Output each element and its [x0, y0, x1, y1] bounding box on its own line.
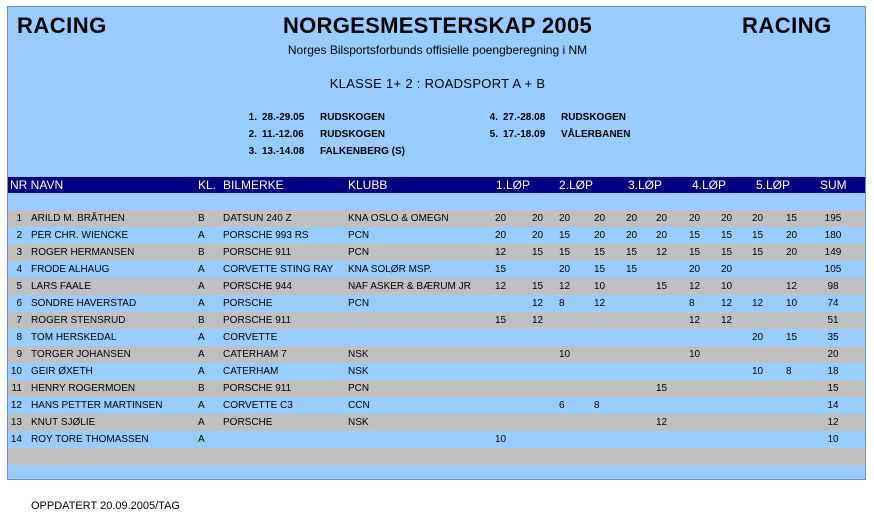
standings-sheet	[7, 6, 866, 480]
table-row	[8, 397, 865, 414]
cell-navn: TOM HERSKEDAL	[31, 332, 117, 343]
table-row	[8, 431, 865, 448]
cell-points: 15	[626, 247, 638, 258]
race-entry: 1. 28.-29.05 RUDSKOGEN	[248, 112, 386, 123]
cell-nr: 9	[16, 349, 22, 360]
cell-kl: A	[198, 264, 205, 275]
cell-points: 15	[689, 247, 701, 258]
cell-kl: A	[198, 298, 205, 309]
cell-points: 20	[626, 213, 638, 224]
cell-points: 12	[656, 417, 668, 428]
cell-points: 12	[495, 281, 507, 292]
cell-points: 15	[786, 213, 798, 224]
race-entry: 2. 11.-12.06 RUDSKOGEN	[248, 129, 386, 140]
cell-points: 20	[594, 213, 606, 224]
cell-sum: 15	[827, 383, 839, 394]
cell-points: 12	[559, 281, 571, 292]
race-entry: 5. 17.-18.09 VÅLERBANEN	[489, 129, 631, 140]
cell-bilmerke: PORSCHE 993 RS	[223, 230, 309, 241]
cell-points: 20	[721, 264, 733, 275]
cell-klubb: PCN	[348, 383, 370, 394]
cell-points: 20	[689, 264, 701, 275]
cell-kl: A	[198, 281, 205, 292]
cell-points: 20	[656, 230, 668, 241]
cell-kl: A	[198, 349, 205, 360]
cell-bilmerke: CATERHAM	[223, 366, 279, 377]
cell-points: 10	[752, 366, 764, 377]
cell-kl: A	[198, 230, 205, 241]
cell-kl: A	[198, 417, 205, 428]
table-spacer-row	[8, 193, 865, 210]
cell-points: 12	[721, 298, 733, 309]
cell-points: 20	[656, 213, 668, 224]
table-row	[8, 414, 865, 431]
cell-points: 15	[656, 281, 668, 292]
cell-nr: 10	[10, 366, 22, 377]
cell-points: 20	[559, 264, 571, 275]
cell-bilmerke: DATSUN 240 Z	[223, 213, 292, 224]
table-row	[8, 363, 865, 380]
cell-bilmerke: PORSCHE	[223, 298, 273, 309]
race-entry: 3. 13.-14.08 FALKENBERG (S)	[248, 146, 405, 157]
cell-kl: A	[198, 400, 205, 411]
cell-points: 20	[559, 213, 571, 224]
cell-sum: 18	[827, 366, 839, 377]
cell-points: 20	[532, 213, 544, 224]
col-klubb: KLUBB	[348, 178, 388, 192]
cell-points: 15	[689, 230, 701, 241]
cell-points: 10	[786, 298, 798, 309]
cell-navn: TORGER JOHANSEN	[31, 349, 131, 360]
cell-nr: 11	[11, 383, 22, 394]
col-sum: SUM	[820, 178, 847, 192]
cell-klubb: CCN	[348, 400, 370, 411]
cell-points: 15	[559, 230, 571, 241]
cell-klubb: NAF ASKER & BÆRUM JR	[348, 281, 471, 292]
cell-sum: 10	[827, 434, 839, 445]
cell-points: 12	[532, 315, 544, 326]
cell-nr: 8	[16, 332, 22, 343]
cell-navn: ROGER STENSRUD	[31, 315, 126, 326]
race-entry: 4. 27.-28.08 RUDSKOGEN	[489, 112, 627, 123]
cell-kl: A	[198, 332, 205, 343]
table-row	[8, 380, 865, 397]
cell-sum: 195	[824, 213, 842, 224]
cell-navn: GEIR ØXETH	[31, 366, 93, 377]
cell-points: 15	[559, 247, 571, 258]
cell-navn: HANS PETTER MARTINSEN	[31, 400, 163, 411]
cell-sum: 149	[824, 247, 842, 258]
racing-label-right: RACING	[742, 13, 832, 38]
cell-klubb: PCN	[348, 298, 370, 309]
cell-bilmerke: CORVETTE	[223, 332, 278, 343]
cell-navn: ARILD M. BRÅTHEN	[31, 213, 125, 224]
col-kl: KL.	[198, 178, 217, 192]
cell-points: 12	[721, 315, 733, 326]
cell-points: 15	[721, 247, 733, 258]
cell-bilmerke: CORVETTE C3	[223, 400, 293, 411]
cell-klubb: NSK	[348, 349, 369, 360]
cell-sum: 12	[827, 417, 839, 428]
cell-points: 8	[594, 400, 600, 411]
cell-kl: B	[198, 383, 205, 394]
cell-points: 15	[626, 264, 638, 275]
table-row	[8, 210, 865, 227]
cell-bilmerke: PORSCHE 911	[223, 247, 292, 258]
cell-points: 20	[532, 230, 544, 241]
cell-points: 12	[752, 298, 764, 309]
cell-nr: 1	[16, 213, 22, 224]
col-lop4: 4.LØP	[692, 178, 727, 192]
cell-bilmerke: CORVETTE STING RAY	[223, 264, 334, 275]
cell-sum: 35	[827, 332, 839, 343]
cell-points: 15	[532, 247, 544, 258]
cell-points: 10	[594, 281, 606, 292]
cell-klubb: PCN	[348, 247, 370, 258]
cell-points: 15	[752, 230, 764, 241]
cell-points: 6	[559, 400, 565, 411]
cell-navn: LARS FAALE	[31, 281, 92, 292]
cell-sum: 20	[827, 349, 839, 360]
cell-points: 15	[752, 247, 764, 258]
cell-bilmerke: PORSCHE	[223, 417, 273, 428]
cell-points: 12	[532, 298, 544, 309]
cell-nr: 12	[10, 400, 22, 411]
cell-nr: 14	[10, 434, 22, 445]
cell-kl: A	[198, 434, 205, 445]
cell-navn: KNUT SJØLIE	[31, 417, 96, 428]
table-row	[8, 227, 865, 244]
cell-klubb: PCN	[348, 230, 370, 241]
cell-points: 20	[752, 332, 764, 343]
cell-points: 15	[495, 315, 507, 326]
cell-points: 20	[495, 213, 507, 224]
cell-sum: 51	[827, 315, 839, 326]
cell-points: 15	[721, 230, 733, 241]
cell-points: 20	[752, 213, 764, 224]
cell-nr: 5	[16, 281, 22, 292]
cell-navn: ROGER HERMANSEN	[31, 247, 135, 258]
cell-navn: SONDRE HAVERSTAD	[31, 298, 137, 309]
cell-points: 20	[786, 247, 798, 258]
cell-points: 12	[786, 281, 798, 292]
cell-points: 8	[786, 366, 792, 377]
cell-bilmerke: CATERHAM 7	[223, 349, 287, 360]
cell-points: 15	[495, 264, 507, 275]
cell-points: 15	[594, 247, 606, 258]
table-row	[8, 261, 865, 278]
cell-kl: B	[198, 247, 205, 258]
table-row	[8, 278, 865, 295]
cell-sum: 105	[824, 264, 842, 275]
cell-points: 12	[656, 247, 668, 258]
cell-points: 8	[559, 298, 565, 309]
cell-points: 20	[495, 230, 507, 241]
cell-klubb: NSK	[348, 366, 369, 377]
col-bilmerke: BILMERKE	[223, 178, 284, 192]
cell-kl: B	[198, 213, 205, 224]
page-title: NORGESMESTERSKAP 2005	[282, 13, 593, 38]
page-subtitle: Norges Bilsportsforbunds offisielle poengberegning i NM	[287, 43, 588, 57]
cell-points: 15	[656, 383, 668, 394]
cell-sum: 74	[827, 298, 839, 309]
cell-sum: 98	[827, 281, 839, 292]
cell-klubb: KNA OSLO & OMEGN	[348, 213, 449, 224]
table-row	[8, 244, 865, 261]
cell-nr: 7	[16, 315, 22, 326]
cell-nr: 3	[16, 247, 22, 258]
cell-nr: 4	[16, 264, 22, 275]
cell-points: 20	[594, 230, 606, 241]
col-lop1: 1.LØP	[496, 178, 531, 192]
cell-navn: FRODE ALHAUG	[31, 264, 110, 275]
col-lop3: 3.LØP	[628, 178, 663, 192]
cell-navn: ROY TORE THOMASSEN	[31, 434, 149, 445]
cell-kl: A	[198, 366, 205, 377]
cell-points: 20	[721, 213, 733, 224]
cell-nr: 6	[16, 298, 22, 309]
updated-note: OPPDATERT 20.09.2005/TAG	[31, 500, 180, 512]
table-row	[8, 329, 865, 346]
class-title: KLASSE 1+ 2 : ROADSPORT A + B	[329, 76, 546, 91]
cell-points: 12	[689, 315, 701, 326]
cell-sum: 14	[827, 400, 839, 411]
table-row	[8, 346, 865, 363]
col-lop5: 5.LØP	[756, 178, 791, 192]
cell-kl: B	[198, 315, 205, 326]
cell-points: 20	[786, 230, 798, 241]
cell-points: 15	[786, 332, 798, 343]
cell-sum: 180	[824, 230, 842, 241]
table-row	[8, 295, 865, 312]
cell-navn: HENRY ROGERMOEN	[31, 383, 136, 394]
col-nr-navn: NR NAVN	[10, 178, 64, 192]
cell-points: 15	[532, 281, 544, 292]
cell-bilmerke: PORSCHE 911	[223, 383, 292, 394]
cell-points: 10	[689, 349, 701, 360]
cell-points: 12	[594, 298, 606, 309]
cell-points: 10	[495, 434, 507, 445]
cell-klubb: NSK	[348, 417, 369, 428]
cell-points: 10	[721, 281, 733, 292]
cell-nr: 13	[10, 417, 22, 428]
cell-klubb: KNA SOLØR MSP.	[348, 264, 432, 275]
table-spacer-row	[8, 448, 865, 465]
col-lop2: 2.LØP	[559, 178, 594, 192]
cell-points: 12	[495, 247, 507, 258]
cell-points: 12	[689, 281, 701, 292]
cell-navn: PER CHR. WIENCKE	[31, 230, 129, 241]
cell-bilmerke: PORSCHE 911	[223, 315, 292, 326]
cell-points: 10	[559, 349, 571, 360]
cell-nr: 2	[16, 230, 22, 241]
cell-points: 20	[689, 213, 701, 224]
cell-points: 15	[594, 264, 606, 275]
table-header	[8, 177, 865, 193]
cell-points: 20	[626, 230, 638, 241]
racing-label-left: RACING	[17, 13, 107, 38]
cell-points: 8	[689, 298, 695, 309]
cell-bilmerke: PORSCHE 944	[223, 281, 292, 292]
table-row	[8, 312, 865, 329]
